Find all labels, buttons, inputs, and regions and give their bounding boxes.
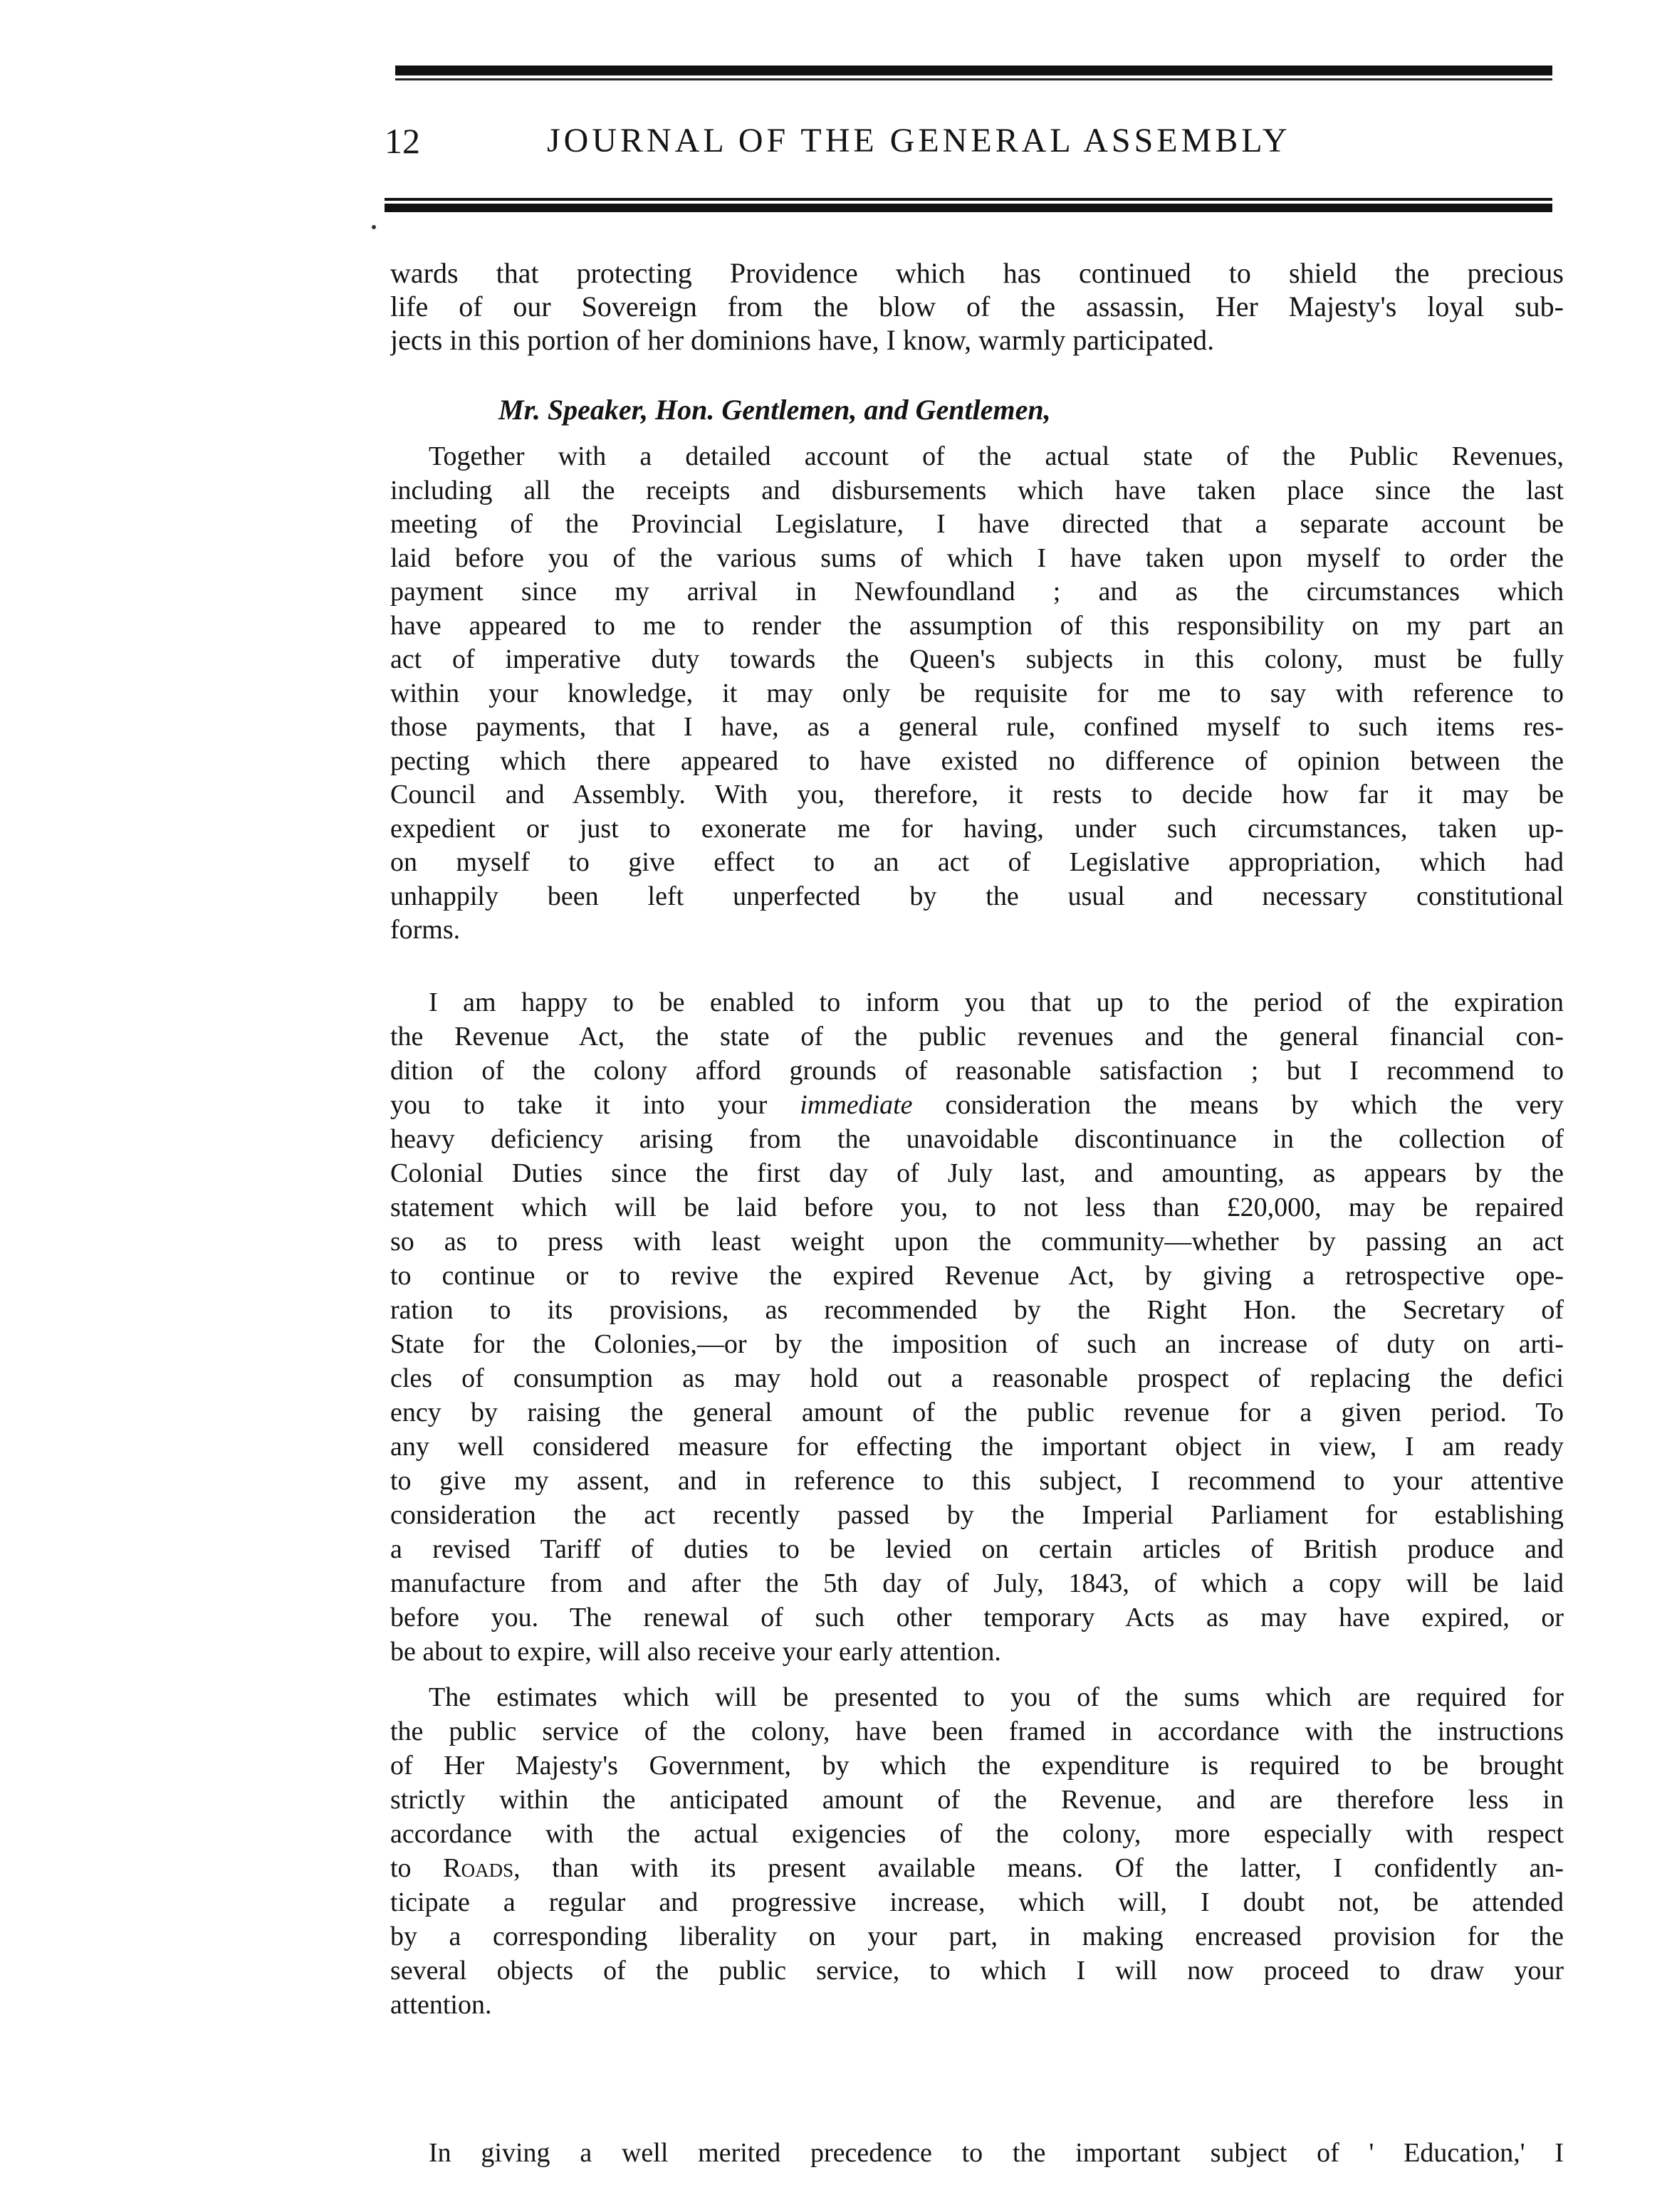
text-line: wards that protecting Providence which has continued to shield the precious (390, 257, 1564, 289)
header-rule-thick-lower (385, 204, 1552, 212)
text-line: before you. The renewal of such other temporary Acts as may have expired, or (390, 1603, 1564, 1632)
text-line: have appeared to me to render the assumption of this responsibility on my part an (390, 610, 1564, 641)
text-line: life of our Sovereign from the blow of the assassin, Her Majesty's loyal sub- (390, 290, 1564, 323)
text-line: The estimates which will be presented to you of the sums which are required for (429, 1682, 1564, 1712)
text-run: , than with its present available means. Of the latter, I confidently an- (513, 1853, 1564, 1883)
text-line: consideration the act recently passed by the Imperial Parliament for establishing (390, 1500, 1564, 1530)
header-rule-thick (395, 65, 1552, 75)
text-line: act of imperative duty towards the Queen's subjects in this colony, must be fully (390, 644, 1564, 674)
italic-emphasis: immediate (800, 1090, 913, 1120)
text-line: pecting which there appeared to have existed no difference of opinion between the (390, 745, 1564, 776)
text-line: meeting of the Provincial Legislature, I have directed that a separate account be (390, 509, 1564, 539)
text-line: heavy deficiency arising from the unavoidable discontinuance in the collection of (390, 1124, 1564, 1154)
text-line: dition of the colony afford grounds of reasonable satisfaction ; but I recommend to (390, 1056, 1564, 1086)
page-number: 12 (385, 121, 420, 161)
text-line: several objects of the public service, to which I will now proceed to draw your (390, 1956, 1564, 1986)
text-line: within your knowledge, it may only be requisite for me to say with reference to (390, 678, 1564, 708)
text-line: State for the Colonies,—or by the imposition of such an increase of duty on arti- (390, 1329, 1564, 1359)
text-line: laid before you of the various sums of which I have taken upon myself to order the (390, 542, 1564, 573)
text-line: Colonial Duties since the first day of July last, and amounting, as appears by the (390, 1158, 1564, 1188)
text-line: payment since my arrival in Newfoundland ; and as the circumstances which (390, 577, 1564, 607)
paragraph-1 (390, 256, 1564, 357)
text-run: you to take it into your (390, 1090, 800, 1120)
text-line: manufacture from and after the 5th day of July, 1843, of which a copy will be laid (390, 1568, 1564, 1598)
text-line: be about to expire, will also receive your early attention. (390, 1637, 1001, 1667)
text-line: ency by raising the general amount of the public revenue for a given period. To (390, 1398, 1564, 1427)
text-line: ration to its provisions, as recommended by the Right Hon. the Secretary of (390, 1295, 1564, 1325)
text-line (390, 1851, 1564, 1885)
text-line: by a corresponding liberality on your part, in making encreased provision for the (390, 1922, 1564, 1951)
text-line: forms. (390, 915, 461, 945)
text-line: ticipate a regular and progressive increase, which will, I doubt not, be attended (390, 1887, 1564, 1917)
paragraph-3 (390, 985, 1564, 1669)
text-line: a revised Tariff of duties to be levied on certain articles of British produce and (390, 1534, 1564, 1564)
ink-speck (372, 225, 376, 229)
text-run: consideration the means by which the very (912, 1090, 1564, 1120)
text-line: on myself to give effect to an act of Legislative appropriation, which had (390, 847, 1564, 877)
paragraph-5 (390, 2134, 1564, 2171)
text-line: strictly within the anticipated amount of the Revenue, and are therefore less in (390, 1785, 1564, 1815)
text-line: to continue or to revive the expired Revenue Act, by giving a retrospective ope- (390, 1261, 1564, 1291)
paragraph-4 (390, 1680, 1564, 2022)
text-line: statement which will be laid before you, to not less than £20,000, may be repaired (390, 1193, 1564, 1222)
text-line: those payments, that I have, as a general rule, confined myself to such items res- (390, 712, 1564, 742)
header-rule-thin (395, 78, 1552, 80)
text-line: the public service of the colony, have been framed in accordance with the instructions (390, 1716, 1564, 1746)
text-line: jects in this portion of her dominions have, I know, warmly participated. (390, 324, 1215, 356)
text-line: to give my assent, and in reference to this subject, I recommend to your attentive (390, 1466, 1564, 1496)
text-line: including all the receipts and disbursements which have taken place since the last (390, 475, 1564, 505)
text-line: Together with a detailed account of the actual state of the Public Revenues, (429, 441, 1564, 471)
text-line: so as to press with least weight upon the community—whether by passing an act (390, 1227, 1564, 1257)
text-line: cles of consumption as may hold out a reasonable prospect of replacing the defici (390, 1363, 1564, 1393)
text-line: any well considered measure for effecting the important object in view, I am ready (390, 1432, 1564, 1462)
text-line: accordance with the actual exigencies of the colony, more especially with respect (390, 1819, 1564, 1849)
running-title: JOURNAL OF THE GENERAL ASSEMBLY (547, 122, 1291, 159)
running-header (385, 112, 1552, 169)
text-line: of Her Majesty's Government, by which the expenditure is required to be brought (390, 1751, 1564, 1781)
paragraph-2 (390, 440, 1564, 948)
text-run: to (390, 1853, 444, 1883)
text-line: I am happy to be enabled to inform you that up to the period of the expiration (429, 987, 1564, 1017)
text-line: the Revenue Act, the state of the public revenues and the general financial con- (390, 1022, 1564, 1052)
salutation: Mr. Speaker, Hon. Gentlemen, and Gentlemen, (498, 394, 1051, 426)
text-line: In giving a well merited precedence to the important subject of ' Education,' I (429, 2138, 1564, 2168)
text-line: Council and Assembly. With you, therefore, it rests to decide how far it may be (390, 780, 1564, 809)
text-line: unhappily been left unperfected by the usual and necessary constitutional (390, 881, 1564, 911)
small-caps-word: Roads (443, 1853, 514, 1883)
text-line: attention. (390, 1990, 492, 2020)
text-line: expedient or just to exonerate me for having, under such circumstances, taken up- (390, 813, 1564, 844)
text-line (390, 1088, 1564, 1122)
header-rule-thin-lower (385, 198, 1552, 201)
